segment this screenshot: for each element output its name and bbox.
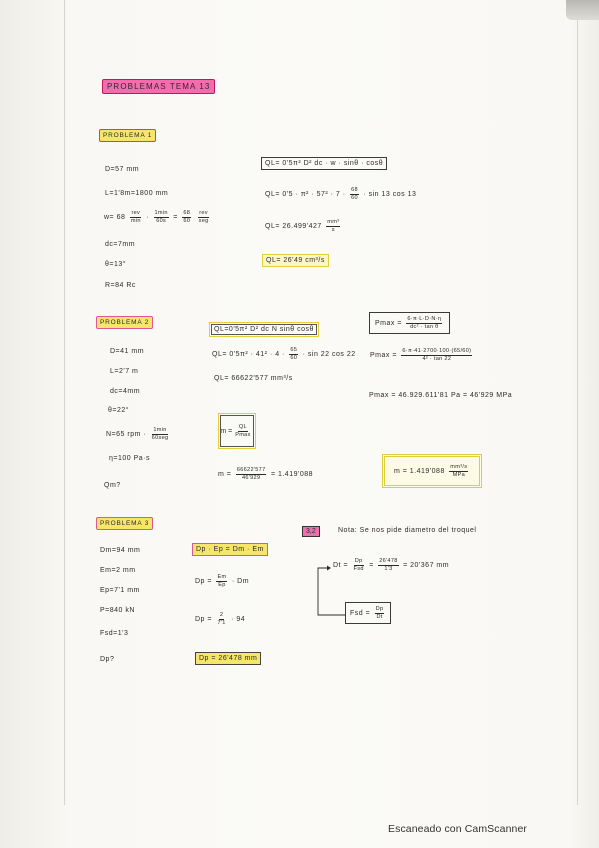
fraction: [353, 558, 365, 572]
denominator: 60: [183, 217, 191, 224]
p3-given-em: Em=2 mm: [100, 567, 136, 574]
expression: · sin 22 cos 22: [302, 350, 356, 358]
expression: = 20'367 mm: [403, 561, 450, 569]
expression: QL= 0'5π² · 41² · 4 ·: [212, 350, 285, 358]
denominator: dc² · tan θ: [410, 323, 439, 330]
denominator: Fsd: [353, 565, 364, 572]
unit-fraction: [449, 464, 468, 478]
p1-given-r: R=84 Rc: [105, 282, 136, 289]
p3-answer-box: Dp = 26'478 mm: [195, 652, 261, 665]
p3-dt-calculation: [333, 558, 449, 572]
p2-given-eta: η=100 Pa·s: [109, 455, 150, 462]
p2-pmax-formula-box: [369, 312, 450, 334]
expression: · sin 13 cos 13: [363, 190, 417, 198]
page-title: PROBLEMAS TEMA 13: [102, 79, 215, 94]
denominator: Dt: [376, 613, 383, 620]
scan-corner-shadow: [566, 0, 599, 20]
numerator: Em: [217, 574, 227, 580]
unit-fraction: [326, 219, 340, 233]
p1-given-dc: dc=7mm: [105, 241, 136, 248]
p2-answer-box: [382, 454, 482, 488]
fraction: [182, 210, 191, 224]
problem-3-title: PROBLEMA 3: [96, 517, 153, 530]
bracket-line: [318, 568, 345, 615]
expression: Fsd =: [350, 609, 371, 617]
operator: =: [369, 561, 374, 569]
p2-m-calculation: [218, 467, 313, 481]
numerator: mm³/s: [450, 464, 468, 470]
numerator: 65: [290, 347, 298, 353]
operator: ·: [146, 213, 150, 221]
p3-given-fsd: Fsd=1'3: [100, 630, 129, 637]
fraction: [151, 427, 170, 441]
numerator: QL: [238, 423, 247, 430]
denominator: Pmax: [235, 431, 251, 438]
numerator: Dp: [354, 558, 363, 564]
answer-value: m = 1.419'088: [394, 467, 445, 475]
p2-given-theta: θ=22°: [108, 407, 130, 414]
expression: Dt =: [333, 561, 349, 569]
fraction: [216, 612, 226, 626]
numerator: 6·π·41·2700·100·(65/60): [402, 348, 472, 354]
numerator: 66622'577: [236, 467, 266, 473]
denominator: 60: [351, 194, 358, 201]
p2-pmax-result: Pmax = 46.929.611'81 Pa = 46'929 MPa: [369, 392, 513, 399]
p1-result: [265, 219, 342, 233]
page-edge-left: [64, 0, 65, 805]
p1-substitution: [265, 187, 416, 201]
result-value: QL= 26.499'427: [265, 222, 322, 230]
numerator: 1min: [153, 427, 167, 433]
p3-step-1: [195, 574, 249, 588]
p1-answer-box: QL= 26'49 cm³/s: [262, 254, 329, 267]
denominator: 7'1: [217, 619, 226, 626]
denominator: 60: [290, 354, 298, 361]
fraction: [350, 187, 359, 201]
fraction: [198, 210, 210, 224]
expression: N=65 rpm ·: [106, 430, 147, 438]
p2-given-dc: dc=4mm: [110, 388, 141, 395]
section-label: 3,2: [302, 526, 320, 537]
numerator: 2: [219, 612, 224, 618]
fraction: [401, 348, 472, 362]
p2-given-l: L=2'7 m: [110, 368, 139, 375]
p1-given-theta: θ=13°: [105, 261, 127, 268]
denominator: s: [331, 226, 335, 233]
expression: m =: [218, 470, 232, 478]
p2-formula-box: QL=0'5π² D² dc N sinθ cosθ: [209, 322, 319, 337]
fraction: [216, 574, 227, 588]
fraction: [289, 347, 298, 361]
fraction: [375, 606, 385, 620]
p1-given-l: L=1'8m=1800 mm: [105, 190, 169, 197]
denominator: 1'3: [384, 565, 393, 572]
denominator: 60s: [156, 217, 167, 224]
numerator: rev: [199, 210, 208, 216]
denominator: min: [130, 217, 141, 224]
arrowhead: [327, 566, 331, 571]
p3-given-dm: Dm=94 mm: [100, 547, 141, 554]
numerator: mm³: [327, 219, 340, 225]
expression: Dp =: [195, 615, 212, 623]
denominator: MPa: [452, 471, 466, 478]
p3-given-p: P=840 kN: [100, 607, 135, 614]
expression: = 1.419'088: [270, 470, 314, 478]
fraction: [378, 558, 398, 572]
numerator: 6·π·L·D·N·η: [407, 316, 442, 322]
fraction: [234, 424, 252, 438]
numerator: rev: [131, 210, 141, 216]
p2-result: QL= 66622'577 mm³/s: [214, 375, 293, 382]
p2-question: Qm?: [104, 482, 121, 489]
denominator: Ep: [218, 581, 226, 588]
denominator: 46'929: [241, 474, 261, 481]
p3-note: Nota: Se nos pide diametro del troquel: [338, 527, 477, 534]
denominator: seg: [198, 217, 209, 224]
p2-substitution: [212, 347, 356, 361]
operator: =: [173, 213, 178, 221]
problem-2-title: PROBLEMA 2: [96, 316, 153, 329]
denominator: 60seg: [151, 434, 169, 441]
p2-pmax-substitution: [370, 348, 474, 362]
w-lhs: w= 68: [104, 213, 126, 221]
expression: · 94: [231, 615, 246, 623]
p2-m-formula-box: [218, 413, 256, 449]
fraction: [154, 210, 169, 224]
numerator: 68: [183, 210, 191, 216]
numerator: Dp: [375, 606, 384, 612]
p1-formula-box: QL= 0'5π² D² dc · w · sinθ · cosθ: [261, 157, 387, 170]
p3-formula-box: Dp · Ep = Dm · Em: [192, 543, 268, 556]
expression: Pmax =: [375, 319, 402, 327]
scanner-watermark: Escaneado con CamScanner: [388, 823, 527, 835]
p3-question: Dp?: [100, 656, 115, 663]
fraction: [130, 210, 142, 224]
p2-given-n: [106, 427, 171, 441]
p3-fsd-formula-box: [345, 602, 391, 624]
expression: Pmax =: [370, 351, 397, 359]
numerator: 26'478: [379, 558, 398, 564]
p3-step-2: [195, 612, 245, 626]
p3-given-ep: Ep=7'1 mm: [100, 587, 140, 594]
fraction: [236, 467, 267, 481]
page-edge-right: [577, 0, 578, 805]
expression: · Dm: [231, 577, 250, 585]
expression: m =: [220, 427, 233, 435]
numerator: 1min: [154, 210, 168, 216]
fraction: [406, 316, 442, 330]
problem-1-title: PROBLEMA 1: [99, 129, 156, 142]
p2-given-d: D=41 mm: [110, 348, 145, 355]
denominator: 4² · tan 22: [422, 355, 452, 362]
p1-given-w: [104, 210, 212, 224]
p1-given-d: D=57 mm: [105, 166, 140, 173]
expression: QL= 0'5 · π² · 57² · 7 ·: [265, 190, 346, 198]
numerator: 68: [351, 187, 358, 193]
expression: Dp =: [195, 577, 212, 585]
